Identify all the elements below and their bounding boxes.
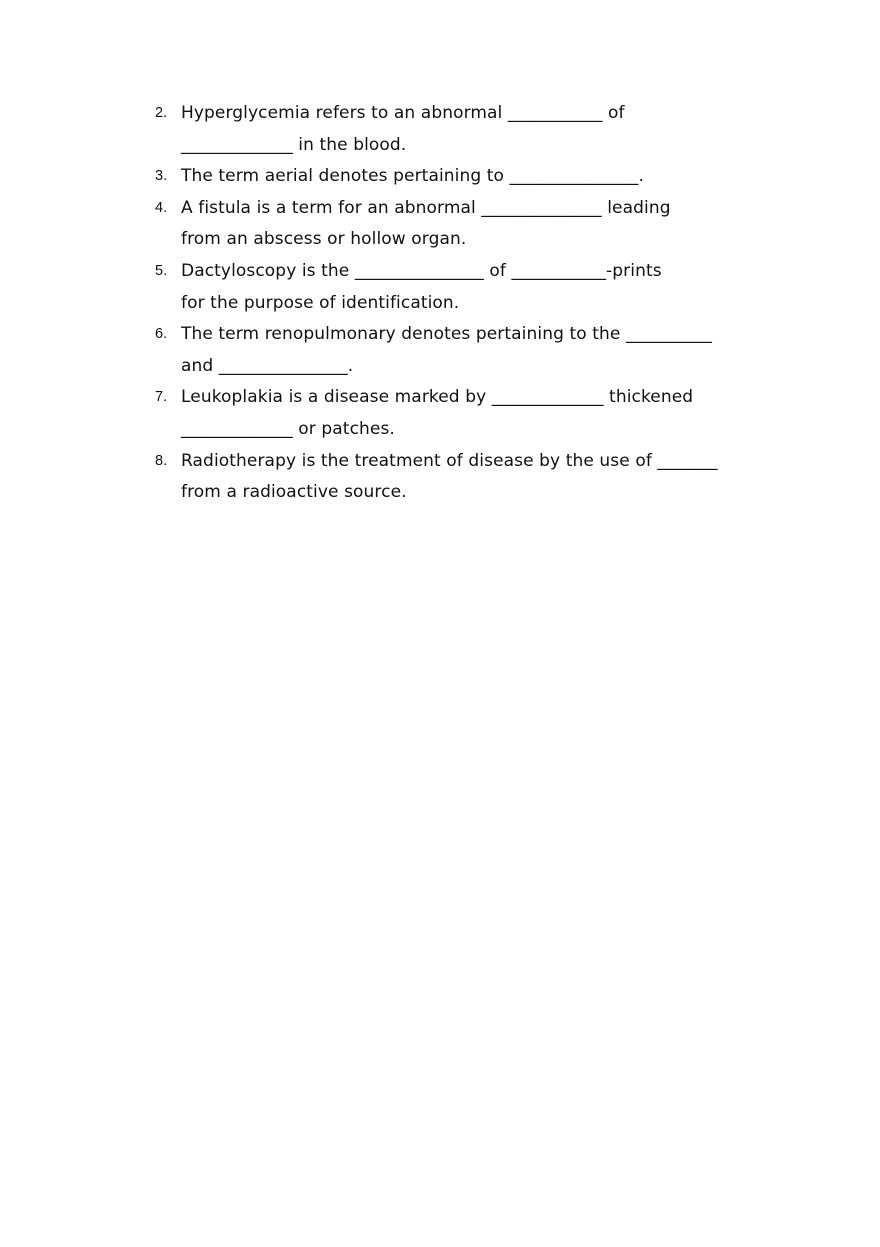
- item-text-line: A fistula is a term for an abnormal ______________ leading: [181, 197, 671, 218]
- item-text-line: from an abscess or hollow organ.: [181, 229, 467, 250]
- item-text-line: The term renopulmonary denotes pertaining to the __________: [181, 324, 712, 345]
- item-text-line: and _______________.: [181, 355, 354, 376]
- item-text-line: _____________ in the blood.: [181, 134, 407, 155]
- list-item: [152, 98, 772, 161]
- item-text-line: from a radioactive source.: [181, 482, 407, 503]
- list-item: [152, 446, 772, 509]
- item-text-line: for the purpose of identification.: [181, 292, 460, 313]
- item-number: 6.: [155, 326, 168, 343]
- list-item: [152, 382, 772, 445]
- list-item: [152, 161, 772, 193]
- item-number: 4.: [155, 199, 168, 216]
- item-text-line: Dactyloscopy is the _______________ of ___________-prints: [181, 260, 662, 281]
- item-text-line: Hyperglycemia refers to an abnormal ___________ of: [181, 103, 625, 123]
- question-list: [152, 98, 772, 509]
- item-number: 7.: [155, 389, 168, 406]
- item-number: 8.: [155, 452, 168, 469]
- item-number: 2.: [155, 105, 168, 121]
- item-number: 5.: [155, 262, 168, 279]
- list-item: [152, 256, 772, 319]
- item-text-line: Radiotherapy is the treatment of disease by the use of _______: [181, 450, 718, 471]
- list-item: [152, 319, 772, 382]
- item-text-line: Leukoplakia is a disease marked by _____________ thickened: [181, 387, 694, 408]
- item-number: 3.: [155, 168, 168, 185]
- item-text-line: _____________ or patches.: [181, 418, 395, 439]
- list-item: [152, 193, 772, 256]
- item-text-line: The term aerial denotes pertaining to _______________.: [181, 166, 645, 187]
